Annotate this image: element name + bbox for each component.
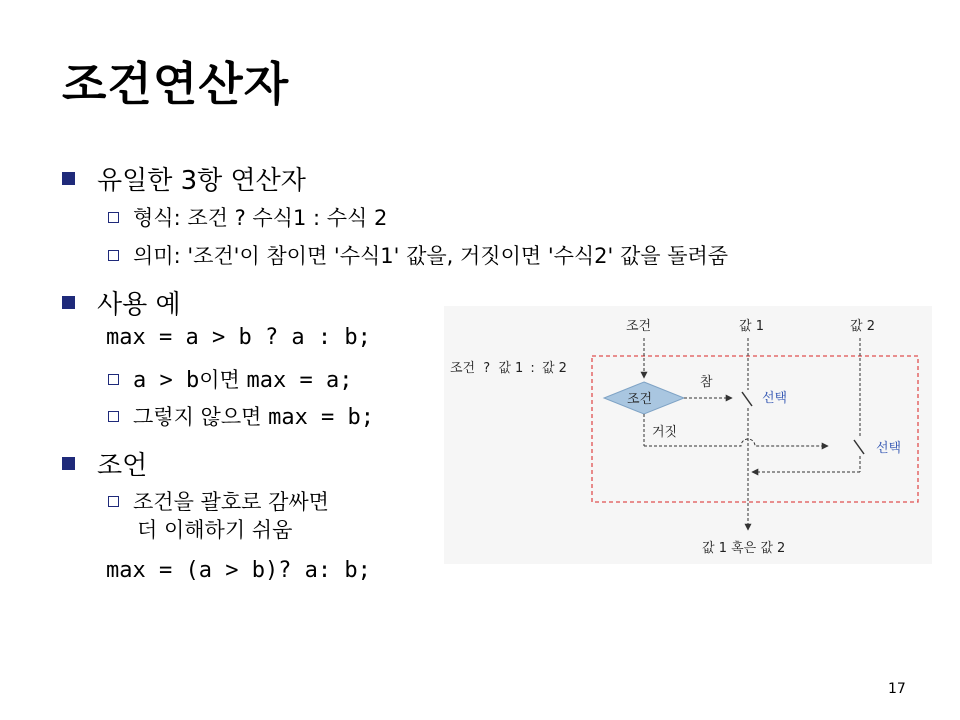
diamond-label: 조건 <box>627 392 653 407</box>
expr-condition: 조건 <box>450 361 476 376</box>
hollow-square-bullet-icon <box>108 374 119 385</box>
switch2-icon <box>854 440 864 454</box>
result-label: 값 1 혹은 값 2 <box>702 541 786 556</box>
scope-frame <box>592 356 918 502</box>
condition-code: a > b <box>133 368 200 393</box>
otherwise-text: 그렇지 않으면 <box>133 405 269 429</box>
false-arrow <box>644 439 828 446</box>
page-number: 17 <box>888 681 906 697</box>
format-value: 조건 ? 수식1 : 수식 2 <box>187 206 388 230</box>
subbullet-meaning <box>108 240 728 270</box>
subbullet-parentheses <box>108 486 329 516</box>
top-label-condition: 조건 <box>626 319 652 334</box>
code-example-2: max = (a > b)? a: b; <box>106 558 371 583</box>
false-label: 거짓 <box>652 425 678 440</box>
top-label-value1: 값 1 <box>739 319 764 334</box>
bullet-text: 조언 <box>97 451 148 481</box>
select-label-2: 선택 <box>876 441 902 456</box>
subbullet-format <box>108 202 387 232</box>
subbullet-if-true <box>108 364 352 394</box>
square-bullet-icon <box>62 172 75 185</box>
expr-colon: : <box>530 361 535 376</box>
slide-title: 조건연산자 <box>62 57 290 111</box>
switch1-icon <box>742 392 752 406</box>
assign-a-code: max = a; <box>246 368 353 393</box>
advice-line-2: 더 이해하기 쉬움 <box>137 518 293 542</box>
bullet-text: 사용 예 <box>97 290 181 320</box>
format-label: 형식: <box>133 206 188 230</box>
assign-b-code: max = b; <box>268 405 375 430</box>
hollow-square-bullet-icon <box>108 212 119 223</box>
expr-label <box>450 360 567 376</box>
square-bullet-icon <box>62 296 75 309</box>
expr-question: ? <box>483 361 491 376</box>
bullet-usage-example <box>62 284 181 321</box>
meaning-text: 의미: '조건'이 참이면 '수식1' 값을, 거짓이면 '수식2' 값을 돌려줌 <box>133 244 729 268</box>
hollow-square-bullet-icon <box>108 496 119 507</box>
bullet-ternary-operator <box>62 160 306 197</box>
if-text: 이면 <box>199 368 247 392</box>
subbullet-otherwise <box>108 401 374 431</box>
expr-value1: 값 1 <box>498 361 524 376</box>
expr-value2: 값 2 <box>541 361 567 376</box>
bullet-text: 유일한 3항 연산자 <box>97 166 306 196</box>
hollow-square-bullet-icon <box>108 411 119 422</box>
select-label-1: 선택 <box>762 391 788 406</box>
bullet-advice <box>62 445 147 482</box>
ternary-flow-diagram <box>444 306 932 564</box>
advice-line-1: 조건을 괄호로 감싸면 <box>133 490 329 514</box>
hollow-square-bullet-icon <box>108 250 119 261</box>
diagram-svg <box>444 306 932 564</box>
true-label: 참 <box>700 375 713 390</box>
square-bullet-icon <box>62 457 75 470</box>
top-label-value2: 값 2 <box>850 319 875 334</box>
code-example-1: max = a > b ? a : b; <box>106 325 371 350</box>
